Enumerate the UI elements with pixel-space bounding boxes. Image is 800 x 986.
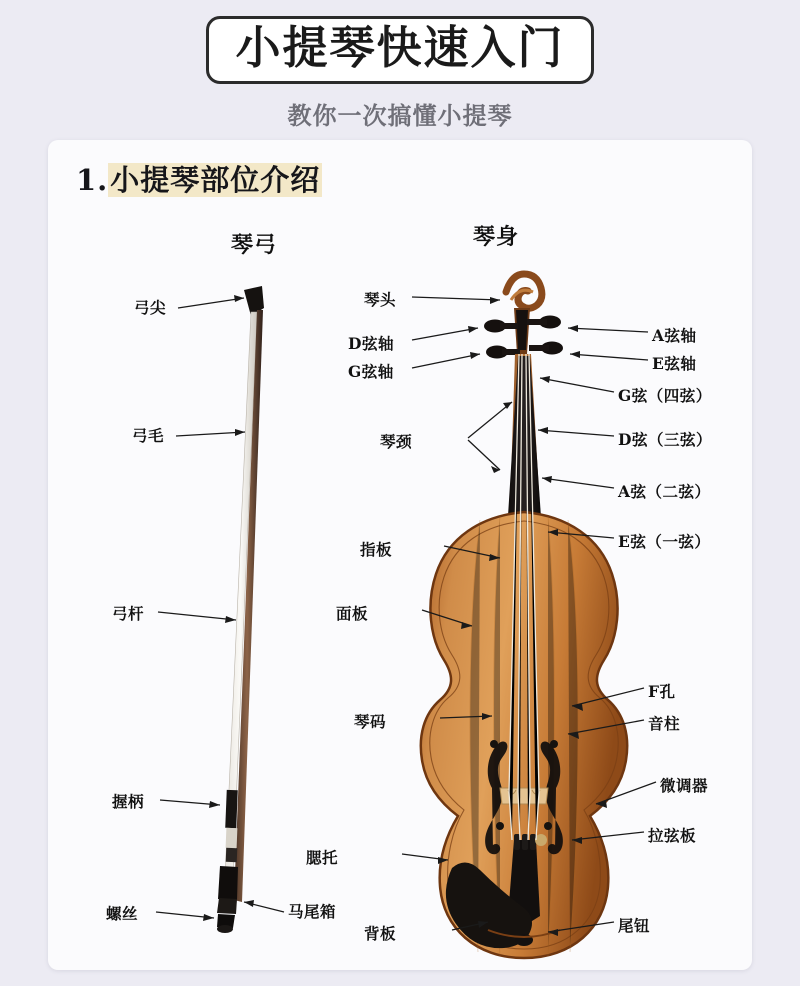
section-number: 1.	[76, 163, 109, 197]
label-f-hole: F孔	[648, 682, 676, 701]
label-bow-grip: 握柄	[112, 792, 145, 811]
label-bow-stick: 弓杆	[112, 604, 145, 623]
content-card	[48, 140, 752, 970]
label-bow-frog: 马尾箱	[288, 902, 337, 921]
label-peg-d: D弦轴	[348, 334, 394, 353]
label-peg-e: E弦轴	[652, 354, 697, 373]
label-fine-tuner: 微调器	[660, 776, 709, 795]
label-peg-g: G弦轴	[348, 362, 394, 381]
violin-illustration	[48, 140, 752, 970]
page-subtitle: 教你一次搞懂小提琴	[287, 101, 513, 130]
label-neck: 琴颈	[380, 432, 413, 451]
label-fingerboard: 指板	[360, 540, 393, 559]
label-string-a: A弦（二弦）	[618, 482, 711, 501]
label-end-button: 尾钮	[618, 916, 651, 935]
column-label-bow: 琴弓	[231, 232, 278, 258]
label-top-plate: 面板	[336, 604, 369, 623]
label-scroll: 琴头	[364, 290, 397, 309]
label-bow-tip: 弓尖	[134, 298, 167, 317]
column-label-body: 琴身	[473, 224, 520, 250]
label-string-e: E弦（一弦）	[618, 532, 711, 551]
label-string-g: G弦（四弦）	[618, 386, 712, 405]
label-bridge: 琴码	[354, 712, 387, 731]
label-back-plate: 背板	[364, 924, 397, 943]
label-string-d: D弦（三弦）	[618, 430, 712, 449]
page-title: 小提琴快速入门	[206, 16, 593, 84]
label-bow-hair: 弓毛	[132, 426, 165, 445]
label-tailpiece: 拉弦板	[648, 826, 697, 845]
label-sound-post: 音柱	[648, 714, 681, 733]
label-chinrest: 腮托	[306, 848, 339, 867]
header	[0, 16, 800, 84]
section-title: 小提琴部位介绍	[110, 163, 321, 197]
label-peg-a: A弦轴	[652, 326, 697, 345]
label-bow-screw: 螺丝	[106, 904, 139, 923]
